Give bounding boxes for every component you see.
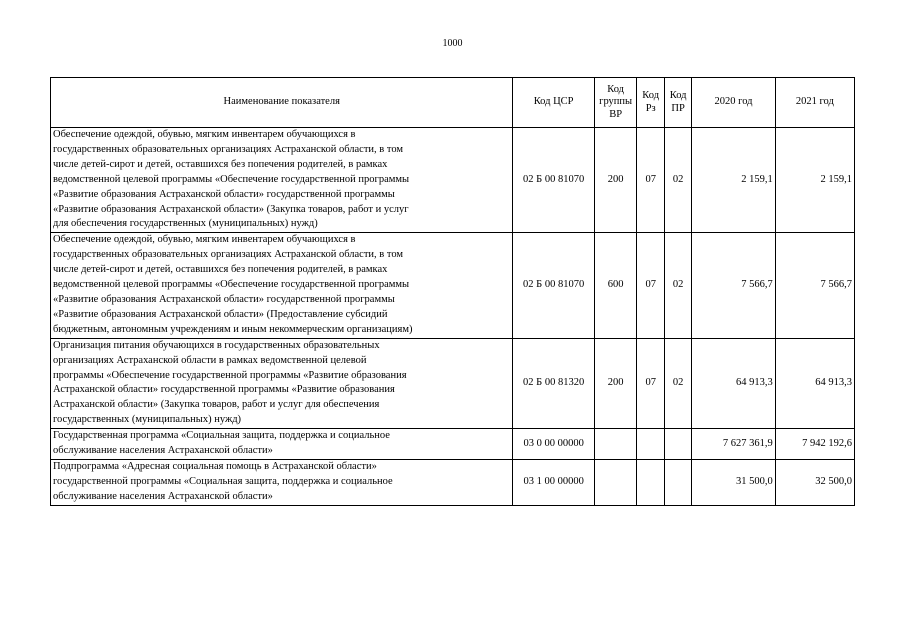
row-2020: 2 159,1 [692,128,775,233]
name-line: «Развитие образования Астраханской области» государственной программы [53,188,395,200]
name-line: Астраханской области» государственной программы «Развитие образования [53,384,395,396]
name-line: «Развитие образования Астраханской области» государственной программы [53,293,395,305]
row-2021: 2 159,1 [775,128,854,233]
name-line: государственных (муниципальных) нужд) [53,414,242,426]
header-pr-line2: ПР [671,102,685,114]
name-line: организациях Астраханской области в рамках ведомственной целевой [53,354,367,366]
table-row [51,338,855,428]
row-csr: 02 Б 00 81070 [513,233,594,338]
row-2020: 64 913,3 [692,338,775,428]
name-line: для обеспечения государственных (муниципальных) нужд) [53,218,318,230]
header-2021: 2021 год [775,78,854,128]
header-row [51,78,855,128]
row-vr [594,459,637,505]
row-rz [637,429,664,460]
name-line: «Развитие образования Астраханской области» (Предоставление субсидий [53,308,388,320]
name-line: числе детей-сирот и детей, оставшихся без попечения родителей, в рамках [53,158,388,170]
name-line: Астраханской области» (Закупка товаров, работ и услуг для обеспечения [53,399,380,411]
row-name [51,429,513,460]
row-2021: 32 500,0 [775,459,854,505]
row-name [51,233,513,338]
row-rz [637,459,664,505]
header-2020: 2020 год [692,78,775,128]
row-pr [664,429,691,460]
row-pr: 02 [664,338,691,428]
row-csr: 03 0 00 00000 [513,429,594,460]
row-vr [594,429,637,460]
table-row [51,128,855,233]
header-rz-line2: Рз [645,102,656,114]
row-rz: 07 [637,233,664,338]
name-line: государственных образовательных организациях Астраханской области, в том [53,249,404,261]
row-2020: 7 566,7 [692,233,775,338]
row-vr: 200 [594,128,637,233]
row-csr: 03 1 00 00000 [513,459,594,505]
name-line: обслуживание населения Астраханской области» [53,490,273,502]
row-2021: 7 942 192,6 [775,429,854,460]
table-row [51,233,855,338]
name-line: «Развитие образования Астраханской области» (Закупка товаров, работ и услуг [53,203,409,215]
page-number: 1000 [442,38,463,49]
row-rz: 07 [637,338,664,428]
row-vr: 600 [594,233,637,338]
row-pr: 02 [664,128,691,233]
name-line: Обеспечение одеждой, обувью, мягким инвентарем обучающихся в [53,129,356,140]
row-rz: 07 [637,128,664,233]
name-line: Подпрограмма «Адресная социальная помощь в Астраханской области» [53,460,377,472]
name-line: числе детей-сирот и детей, оставшихся без попечения родителей, в рамках [53,264,388,276]
name-line: бюджетным, автономным учреждениям и иным некоммерческим организациям) [53,323,413,335]
row-csr: 02 Б 00 81320 [513,338,594,428]
name-line: ведомственной целевой программы «Обеспечение государственной программы [53,279,410,291]
header-pr-line1: Код [669,89,687,101]
header-vr-line3: ВР [609,108,623,120]
header-vr-line1: Код [607,83,625,95]
name-line: Государственная программа «Социальная защита, поддержка и социальное [53,430,390,442]
name-line: Организация питания обучающихся в государственных образовательных [53,339,380,351]
name-line: программы «Обеспечение государственной программы «Развитие образования [53,369,407,381]
name-line: государственной программы «Социальная защита, поддержка и социальное [53,475,393,487]
row-2021: 7 566,7 [775,233,854,338]
row-name [51,338,513,428]
header-csr: Код ЦСР [513,78,594,128]
header-vr-line2: группы [599,96,633,108]
row-2020: 7 627 361,9 [692,429,775,460]
name-line: ведомственной целевой программы «Обеспечение государственной программы [53,173,410,185]
row-csr: 02 Б 00 81070 [513,128,594,233]
header-rz-line1: Код [642,89,660,101]
name-line: Обеспечение одеждой, обувью, мягким инвентарем обучающихся в [53,234,356,246]
header-name: Наименование показателя [51,78,513,128]
header-vr [594,78,637,128]
row-pr: 02 [664,233,691,338]
row-name [51,459,513,505]
table-row [51,459,855,505]
row-pr [664,459,691,505]
name-line: обслуживание населения Астраханской области» [53,445,273,457]
row-name [51,128,513,233]
budget-table [50,77,855,506]
name-line: государственных образовательных организациях Астраханской области, в том [53,143,404,155]
header-rz [637,78,664,128]
row-2021: 64 913,3 [775,338,854,428]
row-vr: 200 [594,338,637,428]
row-2020: 31 500,0 [692,459,775,505]
header-pr [664,78,691,128]
table-row [51,429,855,460]
